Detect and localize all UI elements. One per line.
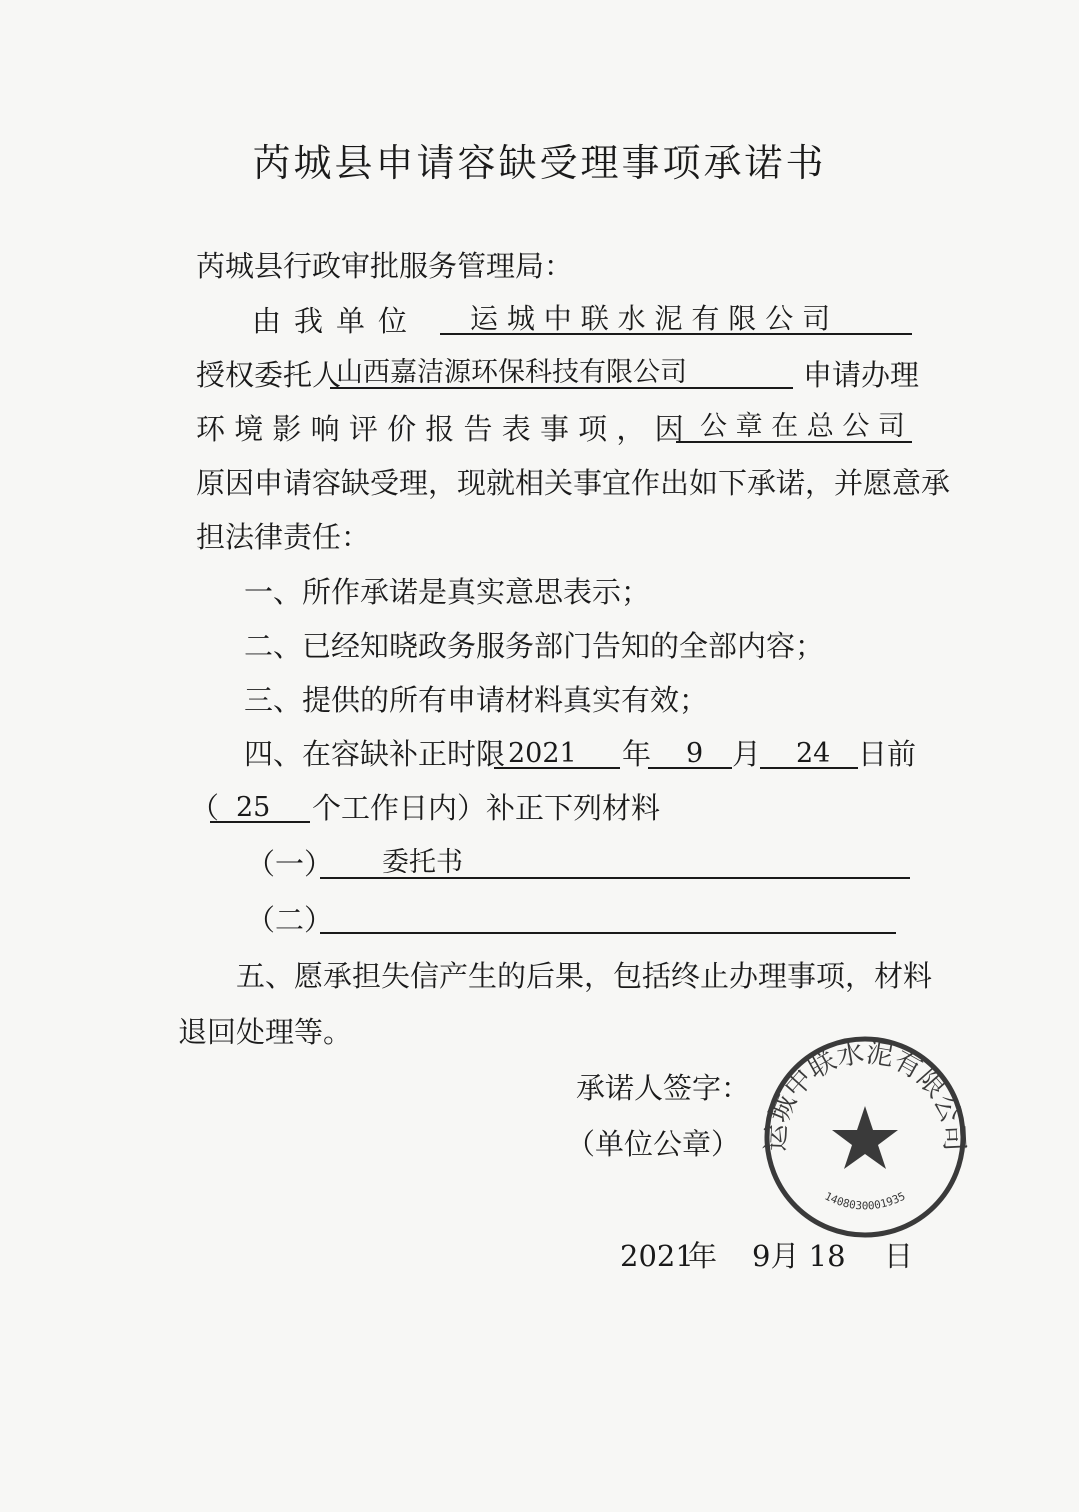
workdays-suffix: 个工作日内）补正下列材料 [312, 791, 661, 825]
company-seal [760, 1032, 970, 1242]
item-five-line-1: 五、愿承担失信产生的后果，包括终止办理事项，材料 [236, 959, 933, 993]
day-underline [760, 767, 858, 769]
agent-underline [330, 387, 793, 389]
addressee: 芮城县行政审批服务管理局： [196, 249, 574, 283]
deadline-year: 2021 [508, 738, 577, 769]
reason-underline [676, 441, 912, 443]
item-two: 二、已经知晓政务服务部门告知的全部内容； [244, 629, 825, 663]
reason-text: 公 章 在 总 公 司 [700, 411, 905, 442]
material-1-label: （一） [246, 847, 334, 881]
company-underline [440, 333, 912, 335]
seal-star-icon [832, 1106, 898, 1169]
month-label: 月 [732, 737, 762, 771]
matter-text: 环 境 影 响 评 价 报 告 表 事 项 ， 因 [196, 412, 684, 446]
sign-date-day-label: 日 [884, 1239, 914, 1273]
paragraph-line-5: 担法律责任： [196, 520, 371, 554]
item-five-line-2: 退回处理等。 [178, 1015, 353, 1049]
material-2-underline [320, 932, 896, 934]
month-underline [648, 767, 732, 769]
year-label: 年 [622, 737, 652, 771]
material-1-value: 委托书 [382, 847, 463, 878]
apply-label: 申请办理 [803, 358, 920, 392]
material-2-label: （二） [246, 903, 334, 937]
day-label: 日前 [858, 737, 917, 771]
deadline-month: 9 [686, 738, 704, 769]
sign-date-month-day: 9月 18 [752, 1239, 846, 1273]
seal-text: 运城中联水泥有限公司 [760, 1037, 970, 1153]
signer-label: 承诺人签字： [576, 1071, 751, 1105]
paren-open: （ [190, 791, 220, 825]
item-one: 一、所作承诺是真实意思表示； [244, 575, 651, 609]
item-four-prefix: 四、在容缺补正时限 [244, 737, 506, 771]
document-title: 芮城县申请容缺受理事项承诺书 [252, 141, 827, 185]
seal-code: 1408030001935 [822, 1189, 908, 1213]
auth-label: 授权委托人 [196, 358, 342, 392]
unit-lead: 由我单位 [252, 304, 421, 338]
seal-label: （单位公章） [566, 1127, 741, 1161]
company-name: 运 城 中 联 水 泥 有 限 公 司 [470, 302, 831, 335]
material-1-underline [320, 877, 910, 879]
paragraph-line-4: 原因申请容缺受理，现就相关事宜作出如下承诺，并愿意承 [196, 466, 951, 500]
workdays-value: 25 [236, 792, 271, 823]
sign-date-year-label: 年 [688, 1239, 718, 1273]
workdays-underline [210, 821, 310, 823]
item-three: 三、提供的所有申请材料真实有效； [244, 683, 709, 717]
deadline-day: 24 [796, 738, 831, 769]
year-underline [494, 767, 620, 769]
agent-name: 山西嘉洁源环保科技有限公司 [336, 357, 687, 388]
sign-date-year: 2021 [620, 1239, 694, 1273]
